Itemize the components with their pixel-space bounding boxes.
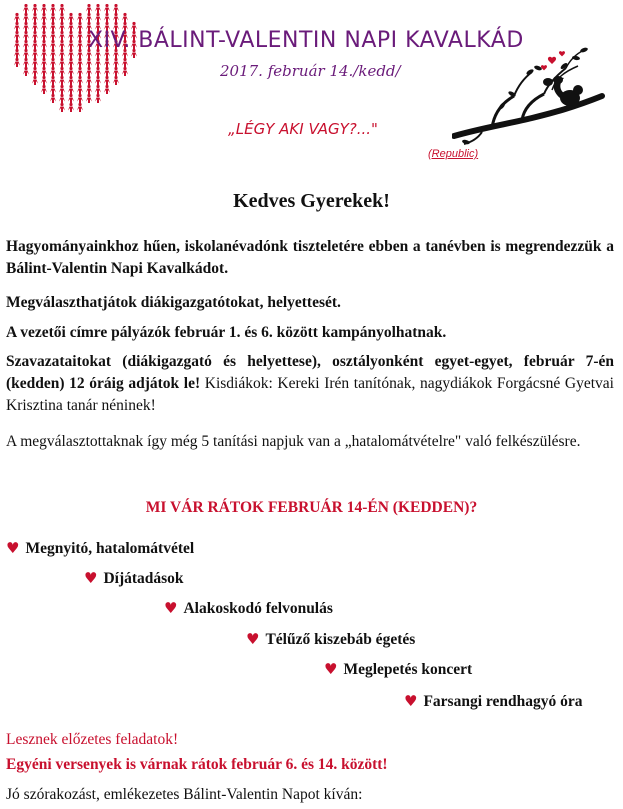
person-figure-icon [59,31,65,40]
person-figure-icon [68,22,74,31]
person-figure-icon [14,49,20,58]
person-figure-icon [95,94,101,103]
person-figure-icon [32,31,38,40]
person-figure-icon [41,22,47,31]
person-figure-icon [59,40,65,49]
person-figure-icon [86,67,92,76]
person-figure-icon [32,76,38,85]
branch-squirrel-illustration [452,38,612,148]
person-figure-icon [32,22,38,31]
person-figure-icon [95,67,101,76]
person-figure-icon [77,67,83,76]
person-figure-icon [41,49,47,58]
person-figure-icon [59,85,65,94]
voting-recipients-text: Kisdiákok: Kereki Irén tanítónak, nagydiákok Forgácsné Gyetvai Krisztina tanár néninek! [6,375,614,414]
heart-bullet-icon: ♥ [164,599,178,617]
greeting-heading: Kedves Gyerekek! [233,190,390,212]
person-figure-icon [95,13,101,22]
person-figure-icon [59,22,65,31]
person-figure-icon [77,76,83,85]
person-figure-icon [50,85,56,94]
person-figure-icon [122,58,128,67]
person-figure-icon [41,31,47,40]
person-figure-icon [23,13,29,22]
person-figure-icon [77,103,83,112]
person-figure-icon [32,40,38,49]
person-figure-icon [95,76,101,85]
person-figure-icon [77,22,83,31]
person-figure-icon [59,58,65,67]
person-figure-icon [104,76,110,85]
person-figure-icon [68,58,74,67]
person-figure-icon [50,40,56,49]
person-figure-icon [32,49,38,58]
program-item: ♥ Díjátadások [84,569,184,587]
person-figure-icon [32,13,38,22]
person-figure-icon [32,58,38,67]
heart-bullet-icon: ♥ [6,539,20,557]
person-figure-icon [104,13,110,22]
person-figure-icon [50,4,56,13]
event-title: XIV. BÁLINT-VALENTIN NAPI KAVALKÁD [88,28,524,53]
people-heart-logo [4,4,144,144]
person-figure-icon [41,58,47,67]
tasks-note: Lesznek előzetes feladatok! [6,731,179,748]
person-figure-icon [41,85,47,94]
person-figure-icon [50,94,56,103]
person-figure-icon [14,22,20,31]
heart-bullet-icon: ♥ [324,660,338,678]
program-section-title: MI VÁR RÁTOK FEBRUÁR 14-ÉN (KEDDEN)? [145,499,478,516]
person-figure-icon [50,31,56,40]
heart-bullet-icon: ♥ [404,692,418,710]
person-figure-icon [23,4,29,13]
person-figure-icon [113,67,119,76]
person-figure-icon [59,94,65,103]
person-figure-icon [86,13,92,22]
program-item: ♥ Alakoskodó felvonulás [164,599,333,617]
person-figure-icon [77,58,83,67]
person-figure-icon [14,40,20,49]
paragraph-tradition: Hagyományainkhoz hűen, iskolanévadónk tiszteletére ebben a tanévben is megrendezzük a Bálint-Valentin Napi Kavalkádot. [6,238,614,277]
person-figure-icon [68,85,74,94]
person-figure-icon [59,13,65,22]
voting-deadline-text: Szavazataitokat (diákigazgató és helyettese), osztályonként egyet-egyet, február 7-én (kedden) 12 óráig adjátok le! [6,353,614,392]
paragraph-voting [6,351,614,417]
person-figure-icon [68,94,74,103]
person-figure-icon [59,67,65,76]
person-figure-icon [68,13,74,22]
person-figure-icon [23,31,29,40]
person-figure-icon [86,76,92,85]
person-figure-icon [59,49,65,58]
closing-line: Jó szórakozást, emlékezetes Bálint-Valentin Napot kíván: [6,786,363,803]
person-figure-icon [95,4,101,13]
person-figure-icon [95,85,101,94]
person-figure-icon [14,13,20,22]
person-figure-icon [59,76,65,85]
person-figure-icon [68,103,74,112]
person-figure-icon [68,67,74,76]
person-figure-icon [23,40,29,49]
person-figure-icon [104,85,110,94]
person-figure-icon [113,58,119,67]
person-figure-icon [77,85,83,94]
paragraph-campaign: A vezetői címre pályázók február 1. és 6. között kampányolhatnak. [6,324,447,341]
credit-link-wrapper [428,148,478,160]
person-figure-icon [113,4,119,13]
person-figure-icon [77,49,83,58]
person-figure-icon [104,58,110,67]
person-figure-icon [122,13,128,22]
paragraph-election: Megválaszthatjátok diákigazgatótokat, helyettesét. [6,294,341,311]
person-figure-icon [113,76,119,85]
event-motto: „LÉGY AKI VAGY?..." [228,120,378,138]
person-figure-icon [50,67,56,76]
person-figure-icon [95,58,101,67]
person-figure-icon [41,13,47,22]
event-date: 2017. február 14./kedd/ [220,62,401,80]
person-figure-icon [23,67,29,76]
person-figure-icon [23,22,29,31]
person-figure-icon [68,40,74,49]
person-figure-icon [122,67,128,76]
person-figure-icon [59,4,65,13]
credit-link[interactable]: (Republic) [428,148,479,160]
person-figure-icon [68,76,74,85]
person-figure-icon [14,31,20,40]
person-figure-icon [50,49,56,58]
heart-bullet-icon: ♥ [84,569,98,587]
person-figure-icon [113,13,119,22]
person-figure-icon [59,103,65,112]
person-figure-icon [77,13,83,22]
person-figure-icon [23,49,29,58]
person-figure-icon [86,94,92,103]
heart-bullet-icon: ♥ [246,630,260,648]
person-figure-icon [41,76,47,85]
person-figure-icon [32,67,38,76]
person-figure-icon [50,13,56,22]
person-figure-icon [86,85,92,94]
person-figure-icon [77,31,83,40]
program-item: ♥ Meglepetés koncert [324,660,473,678]
program-item: ♥ Megnyitó, hatalomátvétel [6,539,195,557]
person-figure-icon [41,40,47,49]
person-figure-icon [86,4,92,13]
person-figure-icon [23,58,29,67]
person-figure-icon [68,31,74,40]
person-figure-icon [41,4,47,13]
person-figure-icon [14,58,20,67]
person-figure-icon [41,67,47,76]
person-figure-icon [77,40,83,49]
program-item: ♥ Farsangi rendhagyó óra [404,692,583,710]
person-figure-icon [68,49,74,58]
person-figure-icon [50,22,56,31]
person-figure-icon [50,76,56,85]
person-figure-icon [32,4,38,13]
person-figure-icon [77,94,83,103]
program-item: ♥ Télűző kiszebáb égetés [246,630,416,648]
contests-note: Egyéni versenyek is várnak rátok február 6. és 14. között! [6,756,388,773]
person-figure-icon [104,4,110,13]
person-figure-icon [86,58,92,67]
person-figure-icon [50,58,56,67]
person-figure-icon [104,67,110,76]
paragraph-preparation: A megválasztottaknak így még 5 tanítási napjuk van a „hatalomátvételre" való felkészülésre. [6,433,581,450]
